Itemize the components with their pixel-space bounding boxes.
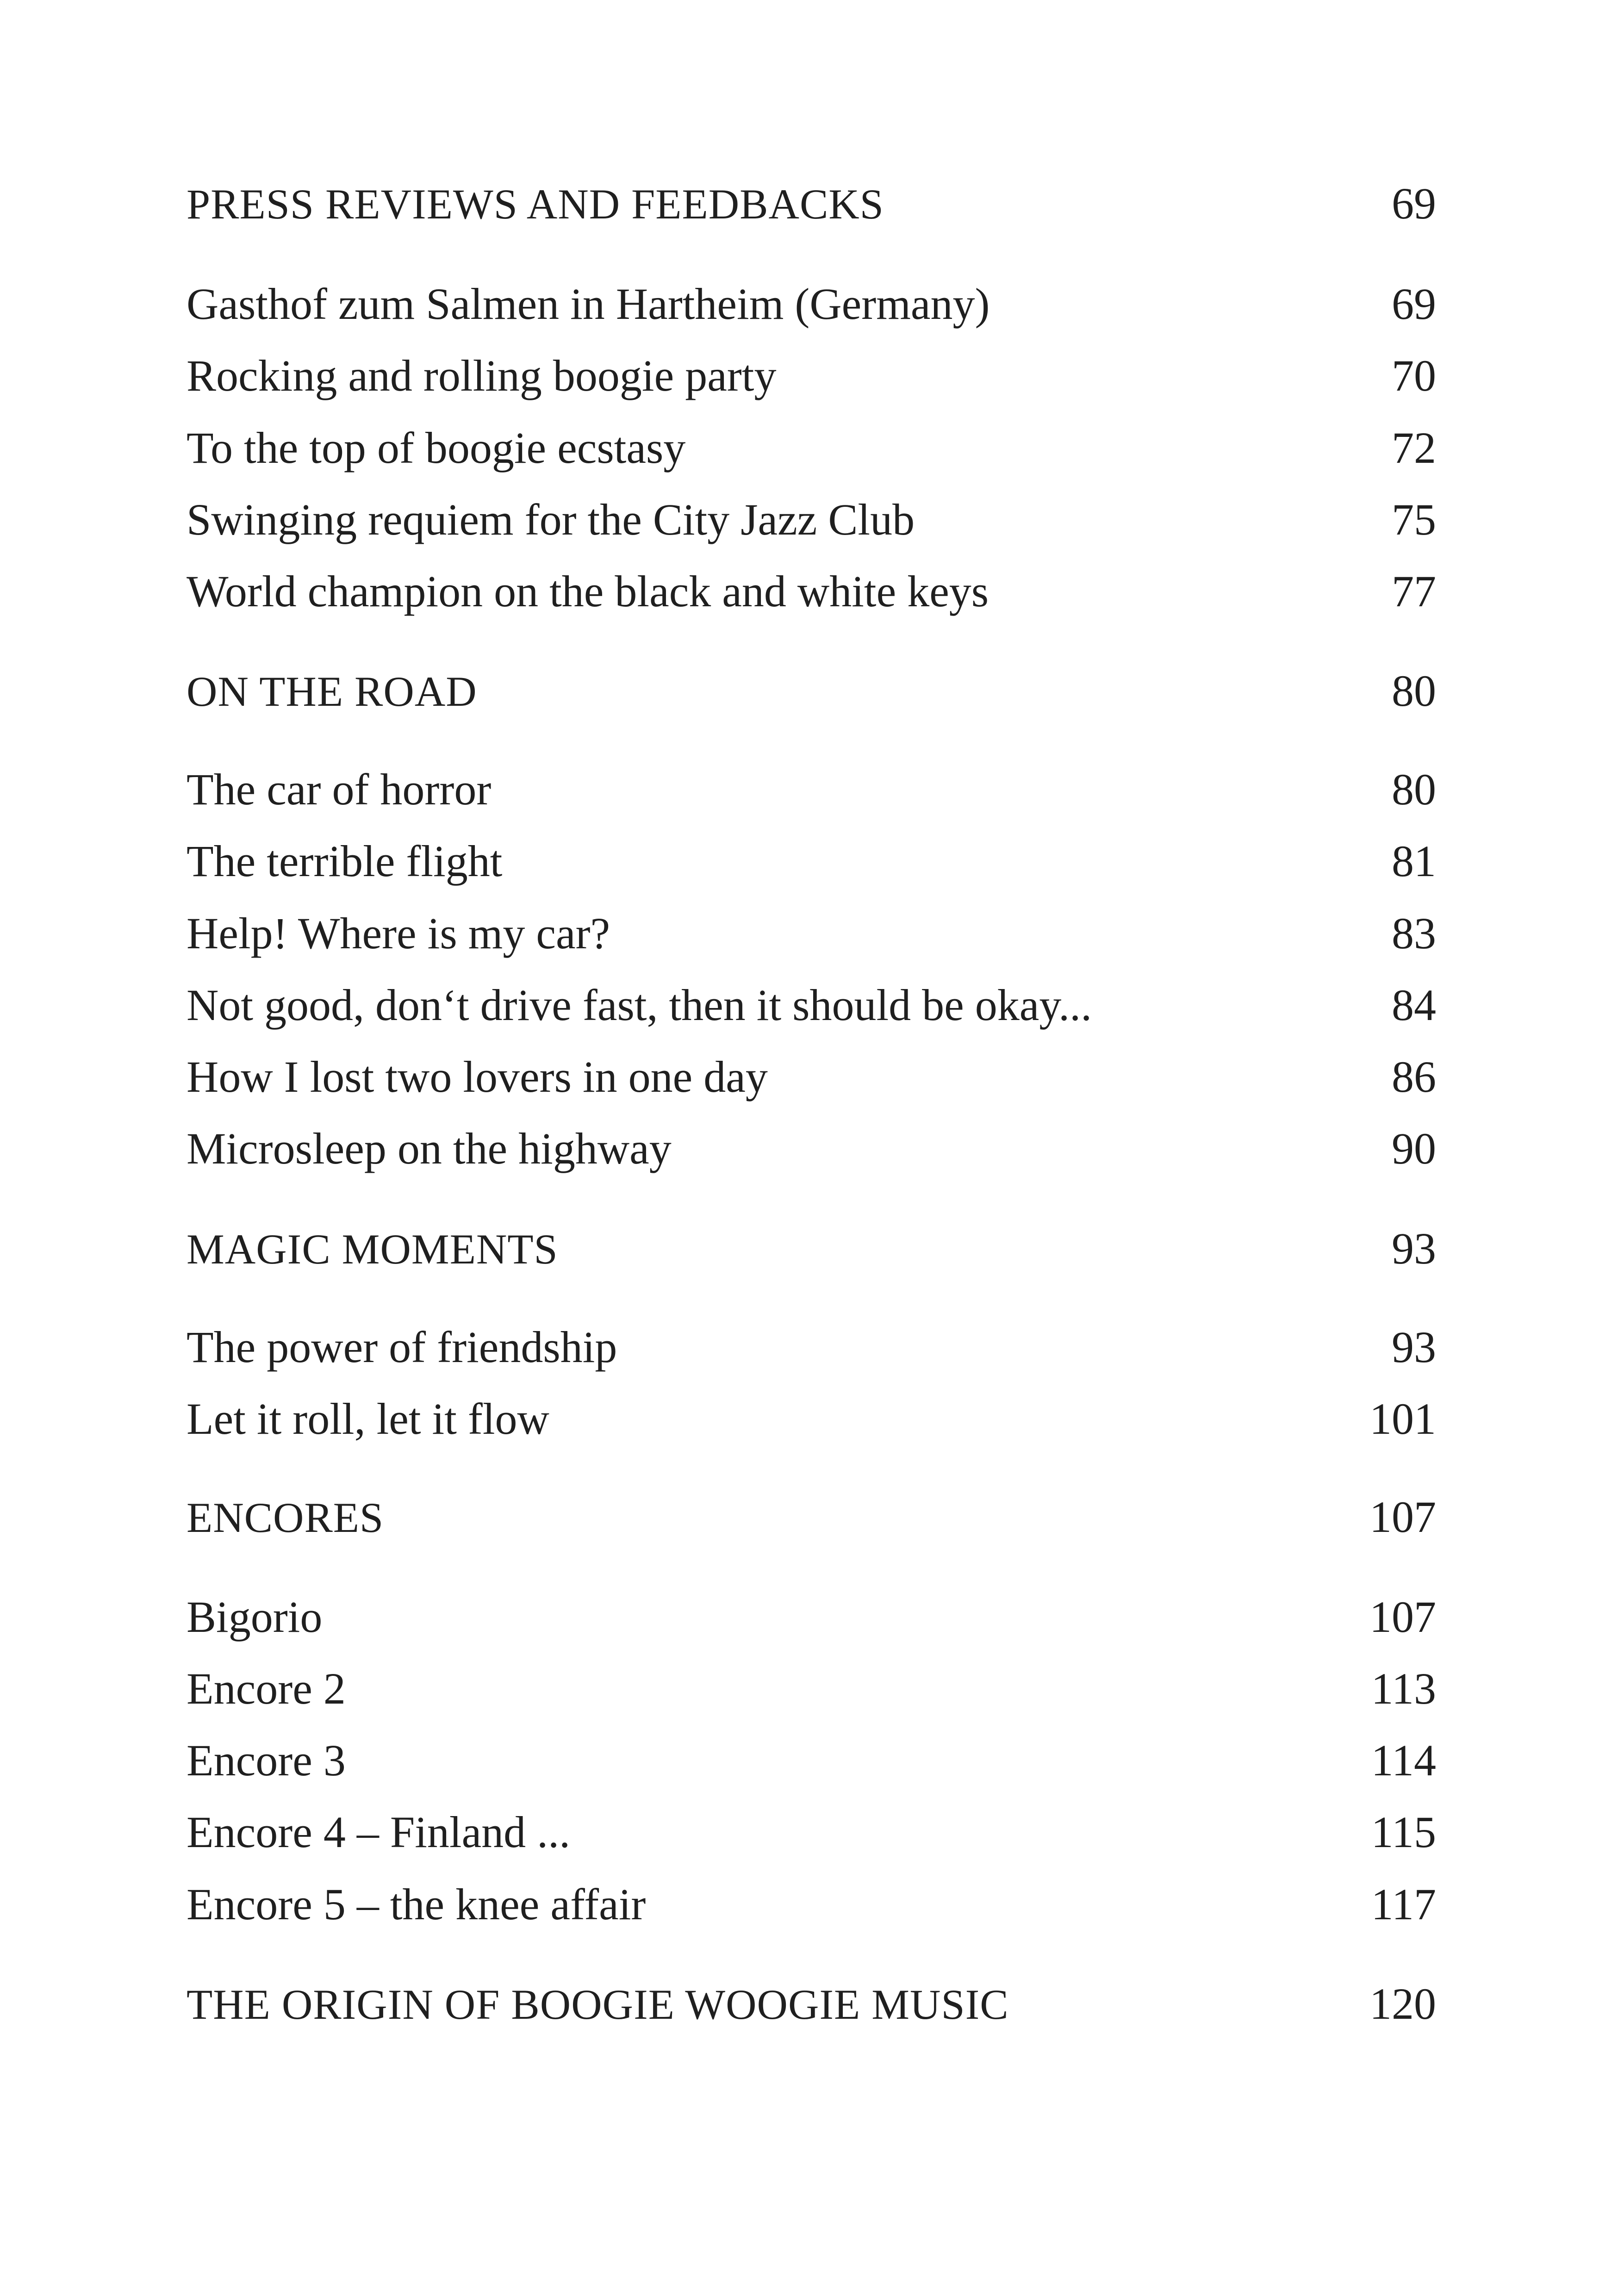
toc-entry-page: 90 [1392, 1124, 1436, 1173]
toc-entry [187, 1656, 1436, 1721]
toc-entry [187, 1585, 1436, 1649]
toc-entry-title: Encore 5 – the knee affair [187, 1879, 646, 1929]
toc-entry-page: 80 [1392, 666, 1436, 716]
toc-entry-page: 113 [1371, 1664, 1436, 1713]
toc-entry-title: Let it roll, let it flow [187, 1394, 549, 1444]
toc-entry-page: 107 [1369, 1492, 1436, 1542]
toc-section-origin-boogie-woogie [187, 1972, 1436, 2036]
toc-entry-title: ENCORES [187, 1494, 384, 1541]
toc-entry-page: 72 [1392, 423, 1436, 473]
toc-entry-title: Help! Where is my car? [187, 908, 610, 958]
toc-section-on-the-road [187, 659, 1436, 723]
toc-entry-page: 84 [1392, 980, 1436, 1030]
toc-entry-title: The terrible flight [187, 836, 503, 886]
toc-entry-title: MAGIC MOMENTS [187, 1226, 558, 1273]
toc-entry-page: 107 [1369, 1592, 1436, 1642]
toc-entry [187, 487, 1436, 552]
toc-entry-title: How I lost two lovers in one day [187, 1052, 768, 1101]
toc-section-press-reviews [187, 171, 1436, 236]
toc-entry-page: 75 [1392, 495, 1436, 544]
toc-entry-title: Encore 3 [187, 1736, 346, 1785]
toc-entry [187, 1800, 1436, 1865]
toc-entry-title: World champion on the black and white keys [187, 566, 989, 616]
toc-entry-title: PRESS REVIEWS AND FEEDBACKS [187, 180, 884, 228]
toc-section-magic-moments [187, 1216, 1436, 1281]
toc-entry-title: THE ORIGIN OF BOOGIE WOOGIE MUSIC [187, 1981, 1009, 2028]
toc-entry-page: 77 [1392, 566, 1436, 616]
toc-entry-page: 115 [1371, 1807, 1436, 1857]
toc-entry-page: 117 [1371, 1879, 1436, 1929]
toc-entry [187, 416, 1436, 480]
toc-entry [187, 829, 1436, 894]
table-of-contents [187, 0, 1436, 2296]
toc-entry [187, 1116, 1436, 1181]
toc-entry [187, 1387, 1436, 1451]
toc-entry [187, 343, 1436, 408]
toc-entry-title: ON THE ROAD [187, 668, 477, 715]
toc-entry [187, 973, 1436, 1038]
toc-entry-title: Microsleep on the highway [187, 1124, 672, 1173]
toc-entry-page: 83 [1392, 908, 1436, 958]
toc-entry [187, 1315, 1436, 1380]
toc-entry [187, 272, 1436, 336]
toc-entry-page: 69 [1392, 279, 1436, 329]
toc-entry-title: To the top of boogie ecstasy [187, 423, 686, 473]
toc-entry-page: 86 [1392, 1052, 1436, 1101]
toc-entry [187, 757, 1436, 822]
toc-entry-title: Bigorio [187, 1592, 323, 1642]
toc-entry-title: Not good, don‘t drive fast, then it should be okay... [187, 980, 1092, 1030]
toc-entry-title: Gasthof zum Salmen in Hartheim (Germany) [187, 279, 990, 329]
toc-entry-title: Encore 4 – Finland ... [187, 1807, 571, 1857]
toc-entry-page: 81 [1392, 836, 1436, 886]
toc-entry-page: 70 [1392, 351, 1436, 400]
toc-entry-page: 93 [1392, 1224, 1436, 1273]
toc-entry [187, 559, 1436, 624]
toc-entry-title: Rocking and rolling boogie party [187, 351, 777, 400]
toc-entry-page: 114 [1371, 1736, 1436, 1785]
toc-entry-title: Encore 2 [187, 1664, 346, 1713]
toc-entry-page: 80 [1392, 765, 1436, 814]
toc-entry-page: 93 [1392, 1322, 1436, 1372]
toc-entry [187, 1728, 1436, 1793]
toc-section-encores [187, 1485, 1436, 1549]
toc-entry-page: 69 [1392, 179, 1436, 228]
toc-entry [187, 1045, 1436, 1109]
toc-entry-title: The power of friendship [187, 1322, 617, 1372]
toc-entry [187, 901, 1436, 966]
toc-entry-title: Swinging requiem for the City Jazz Club [187, 495, 915, 544]
toc-entry-page: 120 [1369, 1979, 1436, 2028]
toc-entry-title: The car of horror [187, 765, 492, 814]
toc-entry-page: 101 [1369, 1394, 1436, 1444]
toc-entry [187, 1872, 1436, 1937]
